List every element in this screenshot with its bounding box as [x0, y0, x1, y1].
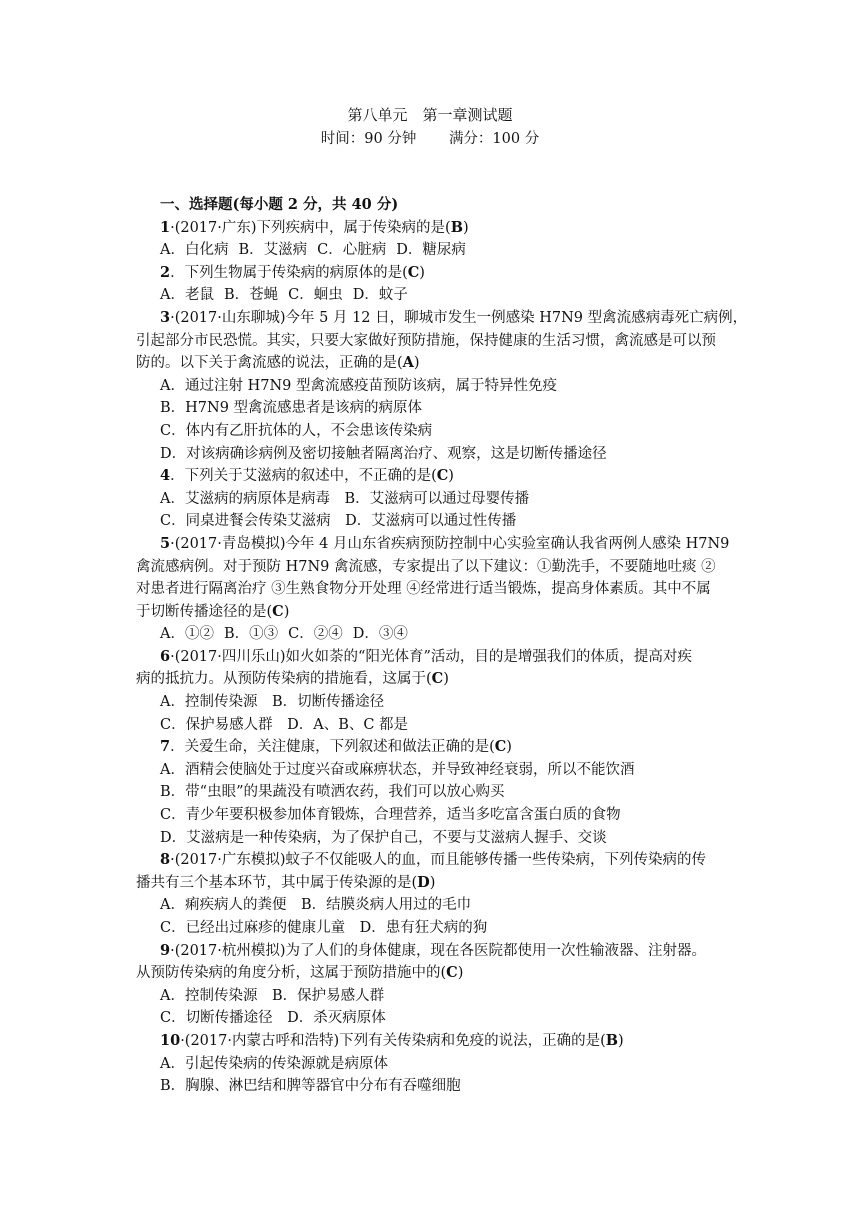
question-stem-line: 对患者进行隔离治疗 ③生熟食物分开处理 ④经常进行适当锻炼，提高身体素质。其中不属 [136, 581, 711, 598]
option: B．胸腺、淋巴结和脾等器官中分布有吞噬细胞 [160, 1078, 461, 1095]
question-number: 10 [160, 1031, 181, 1049]
question-stem-line: 引起部分市民恐慌。其实，只要大家做好预防措施，保持健康的生活习惯，禽流感是可以预 [136, 332, 716, 349]
question-6 [136, 646, 732, 669]
question-10: 10·(2017·内蒙古呼和浩特)下列有关传染病和免疫的说法，正确的是(B) [160, 1031, 624, 1049]
option: A．控制传染源 B．保护易感人群 [160, 987, 385, 1004]
exam-info [0, 127, 860, 148]
answer: B [450, 218, 463, 236]
answer: C [436, 467, 449, 485]
option: D．③④ [352, 626, 408, 643]
question-8 [136, 849, 732, 872]
option: A．控制传染源 B．切断传播途径 [160, 694, 385, 711]
option: D．对该病确诊病例及密切接触者隔离治疗、观察，这是切断传播途径 [160, 445, 607, 462]
question-list [136, 194, 748, 1098]
answer: C [431, 670, 444, 688]
option: A．酒精会使脑处于过度兴奋或麻痹状态，并导致神经衰弱，所以不能饮酒 [160, 761, 635, 778]
answer: B [605, 1031, 619, 1049]
question-stem-line: 从预防传染病的角度分析，这属于预防措施中的(C) [136, 964, 464, 982]
option: D．艾滋病是一种传染病，为了保护自己，不要与艾滋病人握手、交谈 [160, 829, 607, 846]
question-7: 7．关爱生命，关注健康，下列叙述和做法正确的是(C) [160, 738, 512, 756]
option: A．①② [160, 626, 214, 643]
exam-time: 时间：90 分钟 [320, 131, 417, 147]
answer: D [417, 873, 430, 891]
question-stem-line: 病的抵抗力。从预防传染病的措施看，这属于(C) [136, 670, 449, 688]
question-number: 9 [160, 941, 171, 959]
question-stem: ·(2017·四川乐山)如火如荼的“阳光体育”活动，目的是增强我们的体质，提高对疾 [170, 648, 692, 665]
option: B．带“虫眼”的果蔬没有喷洒农药，我们可以放心购买 [160, 784, 505, 801]
answer: A [402, 354, 414, 372]
question-stem: ·(2017·广东)下列疾病中，属于传染病的是( [170, 219, 451, 236]
option: B．苍蝇 [223, 287, 279, 304]
question-number: 8 [160, 851, 171, 869]
option: C．体内有乙肝抗体的人，不会患该传染病 [160, 422, 433, 439]
question-2: 2．下列生物属于传染病的病原体的是(C) [160, 263, 425, 281]
option: C．保护易感人群 D．A、B、C 都是 [160, 716, 409, 733]
question-number: 3 [160, 308, 171, 326]
question-1: 1·(2017·广东)下列疾病中，属于传染病的是(B) [160, 218, 469, 236]
options [136, 284, 732, 307]
question-stem: ．关爱生命，关注健康，下列叙述和做法正确的是( [170, 739, 495, 756]
option: C．同桌进餐会传染艾滋病 D．艾滋病可以通过性传播 [160, 513, 517, 530]
question-9 [136, 940, 732, 963]
option: A．老鼠 [160, 287, 214, 304]
question-stem: ·(2017·杭州模拟)为了人们的身体健康，现在各医院都使用一次性输液器、注射器。 [170, 942, 707, 959]
option: B．艾滋病 [238, 242, 308, 259]
question-stem-line: 防的。以下关于禽流感的说法，正确的是(A) [136, 354, 420, 372]
question-number: 7 [160, 738, 171, 756]
question-stem-line: 于切断传播途径的是(C) [136, 602, 290, 620]
question-number: 2 [160, 263, 171, 281]
question-stem: ·(2017·广东模拟)蚊子不仅能吸人的血，而且能够传播一些传染病，下列传染病的传 [170, 852, 707, 869]
options [136, 239, 732, 262]
option: A．痢疾病人的粪便 B．结膜炎病人用过的毛巾 [160, 897, 472, 914]
answer: C [407, 263, 420, 281]
question-number: 1 [160, 218, 171, 236]
question-number: 6 [160, 647, 171, 665]
question-number: 5 [160, 534, 171, 552]
question-stem: ．下列生物属于传染病的病原体的是( [170, 264, 408, 281]
answer: C [446, 964, 458, 982]
question-5 [136, 533, 732, 556]
question-stem-line: 禽流感病例。对于预防 H7N9 禽流感，专家提出了以下建议：①勤洗手，不要随地吐痰 ② [136, 558, 716, 575]
option: A．艾滋病的病原体是病毒 B．艾滋病可以通过母婴传播 [160, 490, 530, 507]
option: A．引起传染病的传染源就是病原体 [160, 1055, 388, 1072]
section-heading: 一、选择题(每小题 2 分，共 40 分) [160, 196, 399, 213]
option: C．②④ [288, 626, 343, 643]
exam-score: 满分：100 分 [448, 131, 540, 147]
option: C．已经出过麻疹的健康儿童 D．患有狂犬病的狗 [160, 920, 488, 936]
answer: C [494, 738, 507, 756]
question-stem-line: 播共有三个基本环节，其中属于传染源的是(D) [136, 873, 436, 891]
option: D．蚊子 [352, 287, 408, 304]
question-4: 4．下列关于艾滋病的叙述中，不正确的是(C) [160, 467, 454, 485]
option: A．白化病 [160, 242, 229, 259]
option: C．心脏病 [317, 242, 387, 259]
question-stem: ·(2017·山东聊城)今年 5 月 12 日，聊城市发生一例感染 H7N9 型禽流感病毒死亡病例， [170, 309, 748, 326]
option: D．糖尿病 [396, 242, 466, 259]
option: B．①③ [223, 626, 279, 643]
question-stem: ．下列关于艾滋病的叙述中，不正确的是( [170, 468, 437, 485]
answer: C [272, 602, 284, 620]
question-number: 4 [160, 467, 171, 485]
option: C．蛔虫 [288, 287, 343, 304]
question-stem: ·(2017·青岛模拟)今年 4 月山东省疾病预防控制中心实验室确认我省两例人感染 H7N9 [170, 535, 730, 552]
option: C．青少年要积极参加体育锻炼，合理营养，适当多吃富含蛋白质的食物 [160, 807, 621, 824]
option: B．H7N9 型禽流感患者是该病的病原体 [160, 400, 423, 417]
page-title: 第八单元 第一章测试题 [347, 106, 513, 124]
question-stem: ·(2017·内蒙古呼和浩特)下列有关传染病和免疫的说法，正确的是( [180, 1032, 606, 1049]
option: C．切断传播途径 D．杀灭病原体 [160, 1010, 386, 1027]
question-3 [136, 307, 748, 330]
options [136, 623, 732, 646]
option: A．通过注射 H7N9 型禽流感疫苗预防该病，属于特异性免疫 [160, 377, 557, 394]
